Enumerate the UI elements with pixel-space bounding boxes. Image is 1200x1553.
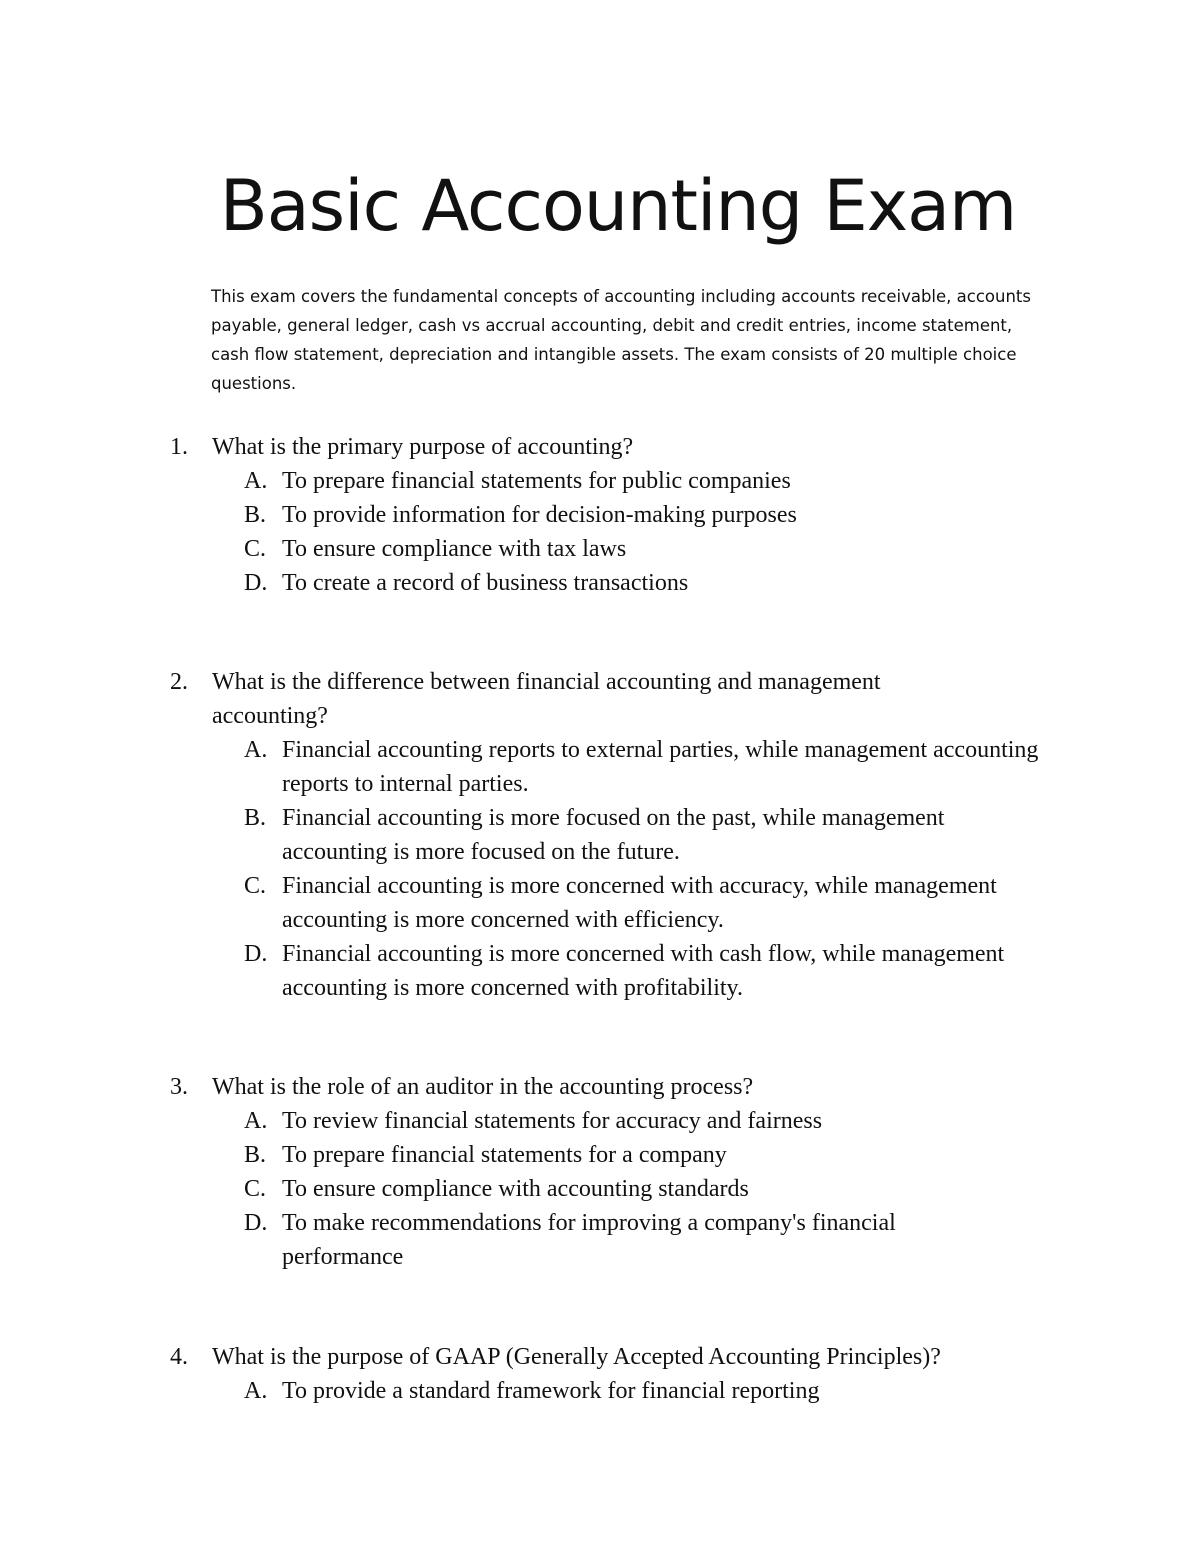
- option-letter: A.: [244, 737, 268, 763]
- question-text: What is the difference between financial accounting and management accounting?: [212, 669, 881, 729]
- option-list: [0, 1374, 1200, 1408]
- option-text: To create a record of business transactions: [282, 570, 689, 596]
- option-b: [0, 801, 1200, 869]
- option-b: [0, 1138, 1200, 1172]
- option-letter: B.: [244, 1142, 267, 1168]
- question-2: [0, 665, 1200, 1005]
- option-letter: A.: [244, 1378, 268, 1404]
- option-letter: C.: [244, 873, 267, 899]
- option-letter: A.: [244, 1108, 268, 1134]
- option-a: [0, 464, 1200, 498]
- question-header: [0, 430, 1200, 464]
- question-header: [0, 1070, 1200, 1104]
- question-text: What is the role of an auditor in the accounting process?: [212, 1074, 754, 1100]
- option-b: [0, 498, 1200, 532]
- option-text: To ensure compliance with tax laws: [282, 536, 627, 562]
- option-a: [0, 1374, 1200, 1408]
- page-title: Basic Accounting Exam: [219, 165, 1017, 247]
- question-number: 2.: [170, 669, 188, 695]
- option-c: [0, 869, 1200, 937]
- option-letter: C.: [244, 536, 267, 562]
- question-number: 1.: [170, 434, 188, 460]
- option-letter: B.: [244, 805, 267, 831]
- option-text: Financial accounting is more concerned with accuracy, while management accounting is more concerned with efficiency.: [282, 873, 997, 933]
- question-header: [0, 665, 1200, 733]
- option-text: To provide a standard framework for financial reporting: [282, 1378, 820, 1404]
- option-c: [0, 532, 1200, 566]
- option-letter: D.: [244, 941, 268, 967]
- option-letter: B.: [244, 502, 267, 528]
- option-list: [0, 464, 1200, 600]
- option-text: To prepare financial statements for a company: [282, 1142, 727, 1168]
- option-text: Financial accounting is more focused on the past, while management accounting is more focused on the future.: [282, 805, 945, 865]
- option-text: To prepare financial statements for public companies: [282, 468, 791, 494]
- option-d: [0, 1206, 1200, 1274]
- option-text: To ensure compliance with accounting standards: [282, 1176, 749, 1202]
- question-4: [0, 1340, 1200, 1408]
- option-text: To make recommendations for improving a company's financial performance: [282, 1210, 896, 1270]
- option-a: [0, 1104, 1200, 1138]
- question-text: What is the primary purpose of accounting?: [212, 434, 634, 460]
- option-letter: C.: [244, 1176, 267, 1202]
- option-d: [0, 566, 1200, 600]
- option-text: Financial accounting reports to external parties, while management accounting reports to internal parties.: [282, 737, 1039, 797]
- option-c: [0, 1172, 1200, 1206]
- option-a: [0, 733, 1200, 801]
- option-list: [0, 1104, 1200, 1274]
- question-3: [0, 1070, 1200, 1274]
- question-1: [0, 430, 1200, 600]
- question-text: What is the purpose of GAAP (Generally Accepted Accounting Principles)?: [212, 1344, 941, 1370]
- question-number: 3.: [170, 1074, 188, 1100]
- option-letter: D.: [244, 1210, 268, 1236]
- option-list: [0, 733, 1200, 1005]
- exam-intro: This exam covers the fundamental concepts of accounting including accounts receivable, accounts payable, general ledger, cash vs accrual accounting, debit and credit entries, income statement, cash flow statement, depreciation and intangible assets. The exam consists of 20 multiple choice questions.: [211, 287, 1031, 393]
- option-letter: D.: [244, 570, 268, 596]
- option-text: To provide information for decision-making purposes: [282, 502, 797, 528]
- option-d: [0, 937, 1200, 1005]
- question-number: 4.: [170, 1344, 188, 1370]
- question-header: [0, 1340, 1200, 1374]
- option-letter: A.: [244, 468, 268, 494]
- option-text: Financial accounting is more concerned with cash flow, while management accounting is more concerned with profitability.: [282, 941, 1005, 1001]
- option-text: To review financial statements for accuracy and fairness: [282, 1108, 823, 1134]
